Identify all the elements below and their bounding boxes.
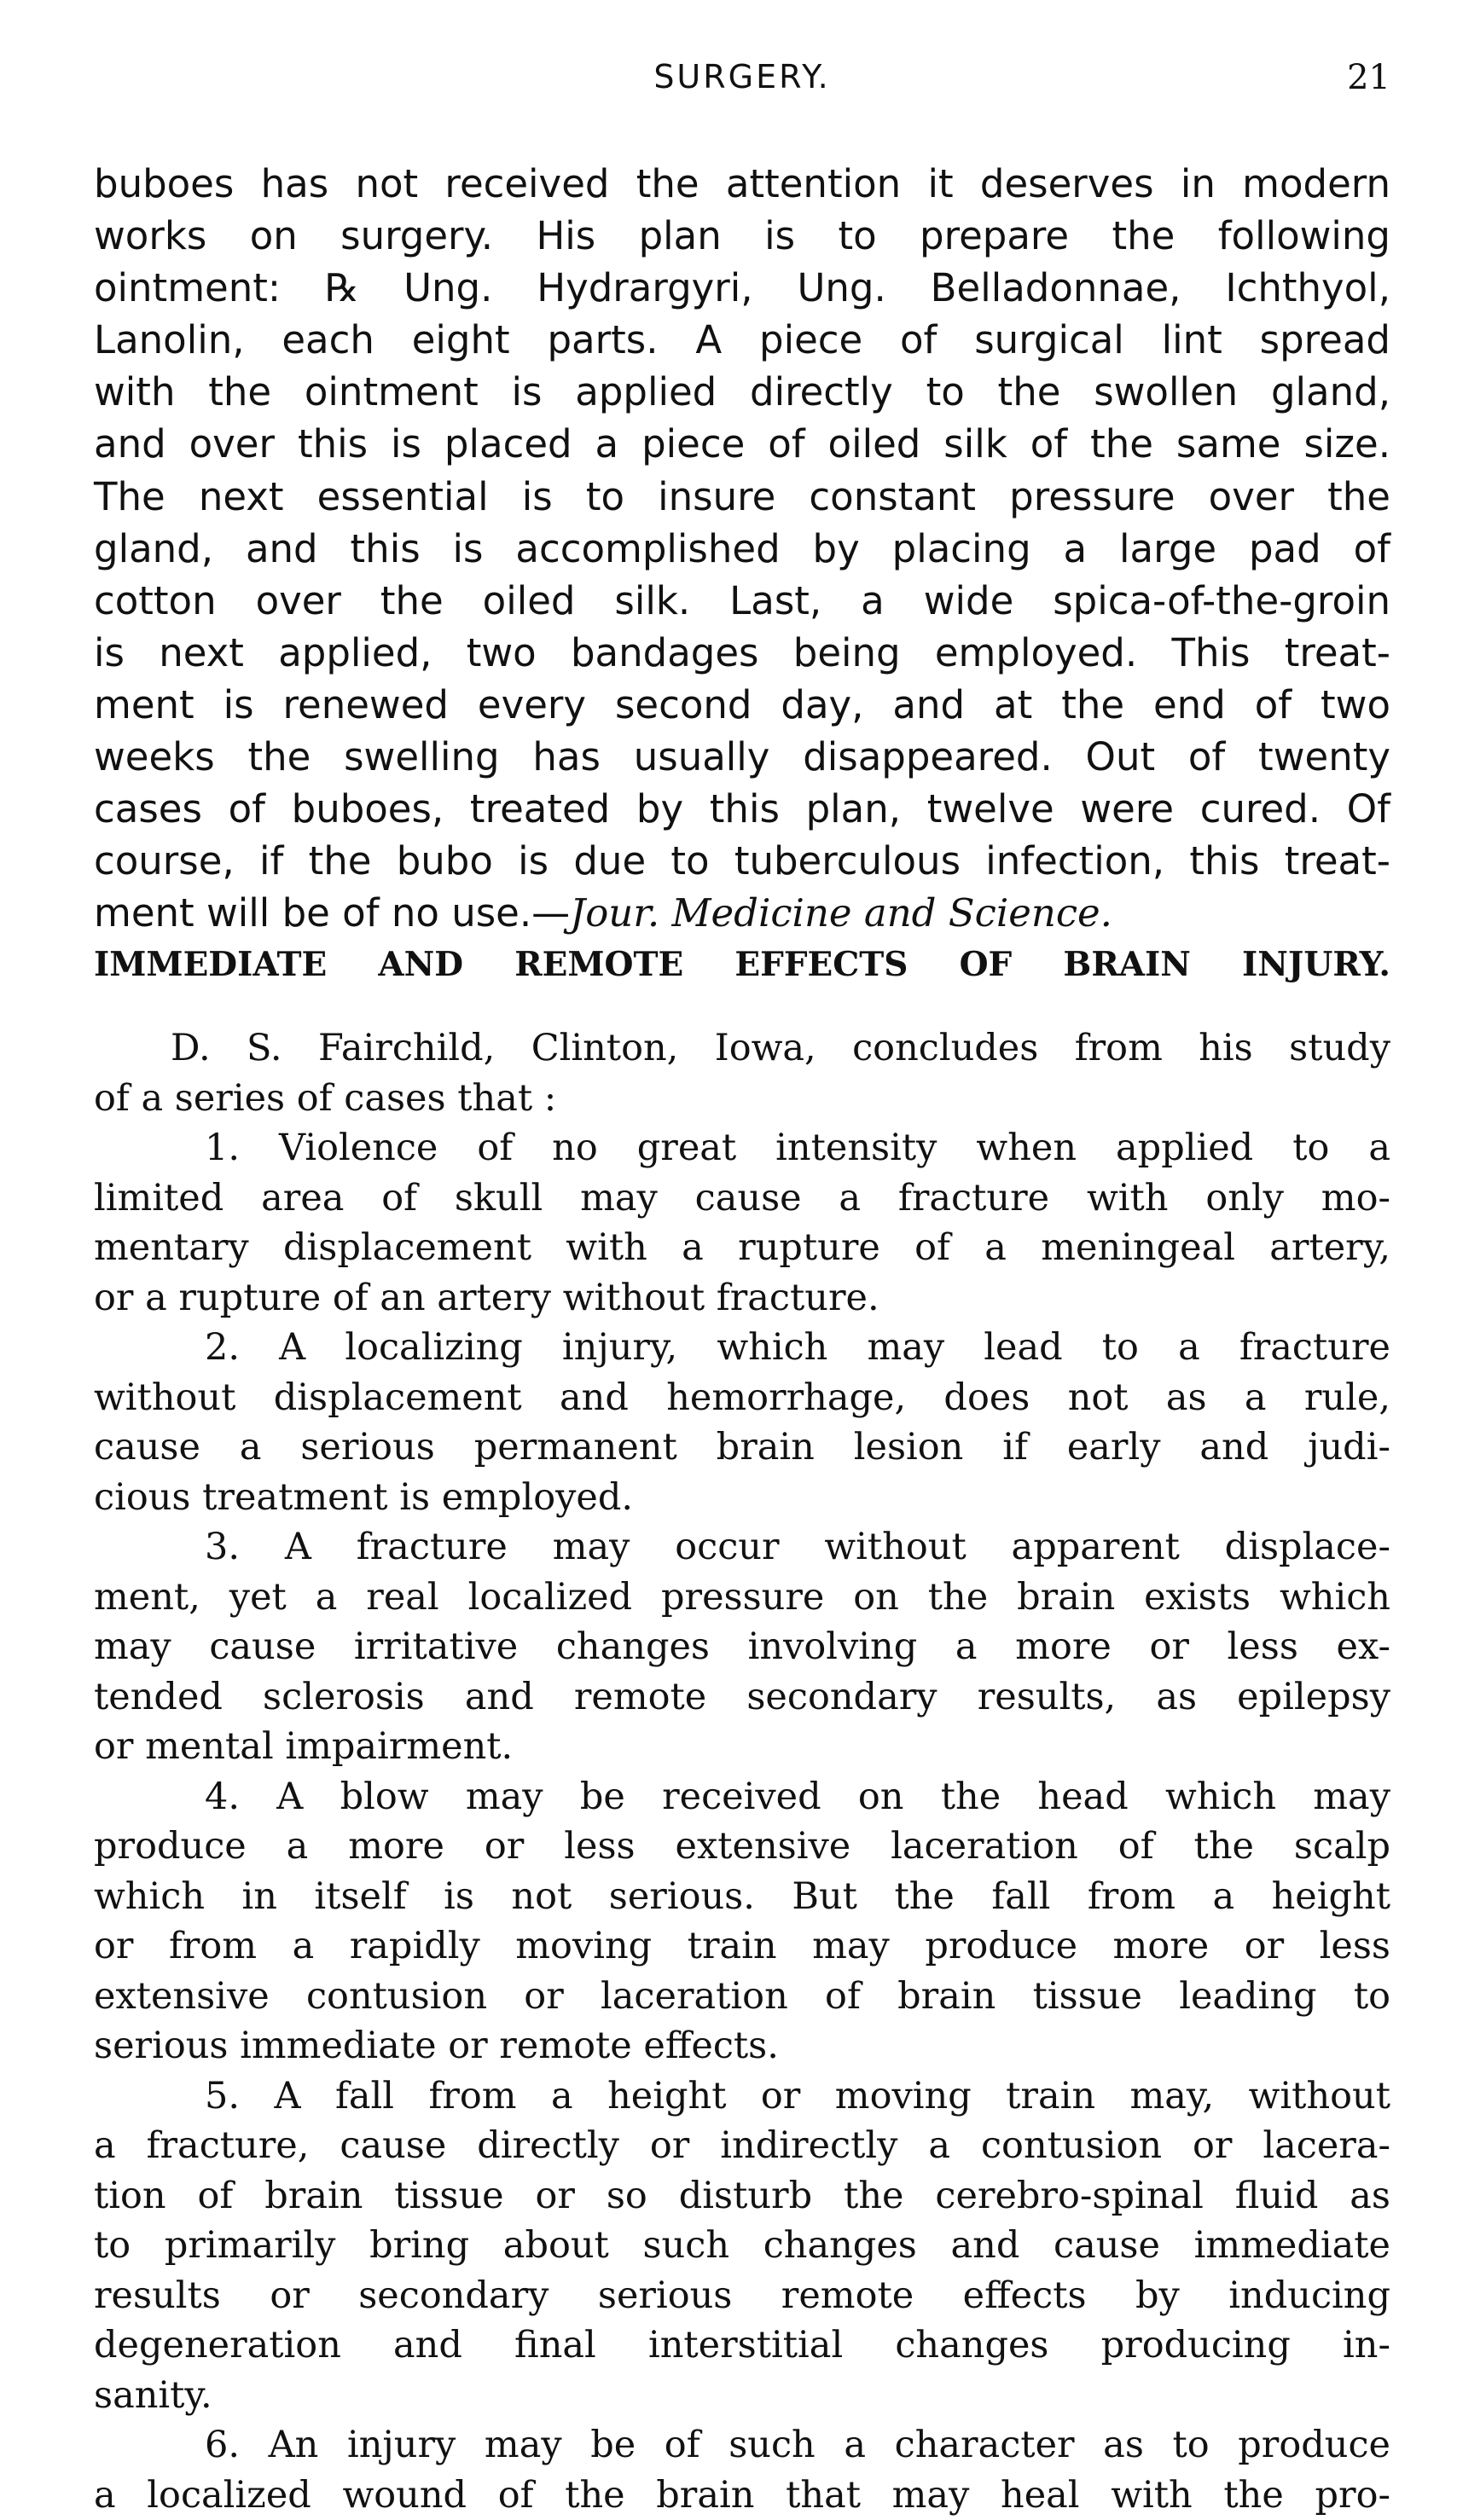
text-line: weeks the swelling has usually disappeared. Out of twenty: [94, 731, 1390, 783]
text-line: [94, 887, 1390, 939]
last-line-text: ment will be of no use.—: [94, 890, 570, 936]
text-line: The next essential is to insure constant pressure over the: [94, 471, 1390, 523]
text-line: and over this is placed a piece of oiled silk of the same size.: [94, 418, 1390, 470]
text-line: or mental impairment.: [94, 1722, 1390, 1772]
text-line: 3. A fracture may occur without apparent displace-: [94, 1522, 1390, 1573]
page-header: [94, 58, 1390, 118]
numbered-item-1: [94, 1123, 1390, 1323]
text-line: mentary displacement with a rupture of a meningeal artery,: [94, 1223, 1390, 1273]
text-line: cious treatment is employed.: [94, 1473, 1390, 1523]
text-line: which in itself is not serious. But the fall from a height: [94, 1872, 1390, 1922]
numbered-item-4: [94, 1772, 1390, 2071]
text-line: works on surgery. His plan is to prepare the following: [94, 210, 1390, 262]
text-line: or from a rapidly moving train may produce more or less: [94, 1921, 1390, 1972]
text-line: 5. A fall from a height or moving train may, without: [94, 2071, 1390, 2122]
text-line: of a series of cases that :: [94, 1074, 1390, 1124]
text-line: sanity.: [94, 2371, 1390, 2421]
text-line: course, if the bubo is due to tuberculous infection, this treat-: [94, 835, 1390, 887]
text-line: D. S. Fairchild, Clinton, Iowa, concludes from his study: [94, 1023, 1390, 1074]
text-line: tion of brain tissue or so disturb the cerebro-spinal fluid as: [94, 2171, 1390, 2222]
text-line: 6. An injury may be of such a character as to produce: [94, 2420, 1390, 2471]
text-line: is next applied, two bandages being employed. This treat-: [94, 627, 1390, 679]
text-line: may cause irritative changes involving a more or less ex-: [94, 1622, 1390, 1672]
text-line: cotton over the oiled silk. Last, a wide spica-of-the-groin: [94, 575, 1390, 627]
numbered-item-2: [94, 1323, 1390, 1522]
text-line: extensive contusion or laceration of brain tissue leading to: [94, 1972, 1390, 2022]
text-line: limited area of skull may cause a fracture with only mo-: [94, 1173, 1390, 1224]
text-line: degeneration and final interstitial changes producing in-: [94, 2320, 1390, 2371]
section-heading: IMMEDIATE AND REMOTE EFFECTS OF BRAIN INJURY.: [94, 945, 1390, 984]
section-intro-paragraph: [94, 1023, 1390, 1123]
text-line: 1. Violence of no great intensity when applied to a: [94, 1123, 1390, 1173]
text-line: ment is renewed every second day, and at the end of two: [94, 679, 1390, 731]
text-line: produce a more or less extensive laceration of the scalp: [94, 1822, 1390, 1872]
brain-injury-section: [94, 1023, 1390, 2520]
text-line: 4. A blow may be received on the head which may: [94, 1772, 1390, 1822]
numbered-item-5: [94, 2071, 1390, 2421]
text-line: buboes has not received the attention it deserves in modern: [94, 158, 1390, 210]
text-line: gland, and this is accomplished by placing a large pad of: [94, 523, 1390, 575]
text-line: cases of buboes, treated by this plan, twelve were cured. Of: [94, 783, 1390, 835]
text-line: to primarily bring about such changes and cause immediate: [94, 2221, 1390, 2271]
text-line: ointment: ℞ Ung. Hydrargyri, Ung. Belladonnae, Ichthyol,: [94, 262, 1390, 314]
page-number: 21: [1347, 58, 1390, 97]
running-head: SURGERY.: [94, 58, 1390, 96]
text-line: or a rupture of an artery without fracture.: [94, 1273, 1390, 1324]
text-line: with the ointment is applied directly to the swollen gland,: [94, 366, 1390, 418]
text-line: results or secondary serious remote effects by inducing: [94, 2271, 1390, 2321]
text-line: Lanolin, each eight parts. A piece of surgical lint spread: [94, 314, 1390, 366]
citation: Jour. Medicine and Science.: [570, 890, 1112, 936]
text-line: without displacement and hemorrhage, does not as a rule,: [94, 1373, 1390, 1423]
numbered-item-3: [94, 1522, 1390, 1772]
text-line: a fracture, cause directly or indirectly a contusion or lacera-: [94, 2121, 1390, 2171]
text-line: tended sclerosis and remote secondary results, as epilepsy: [94, 1672, 1390, 1723]
text-line: a localized wound of the brain that may heal with the pro-: [94, 2471, 1390, 2520]
text-line: serious immediate or remote effects.: [94, 2021, 1390, 2071]
text-line: ment, yet a real localized pressure on the brain exists which: [94, 1573, 1390, 1623]
numbered-item-6: [94, 2420, 1390, 2520]
text-line: cause a serious permanent brain lesion if early and judi-: [94, 1422, 1390, 1473]
text-line: 2. A localizing injury, which may lead to a fracture: [94, 1323, 1390, 1373]
bubo-treatment-paragraph: [94, 158, 1390, 939]
